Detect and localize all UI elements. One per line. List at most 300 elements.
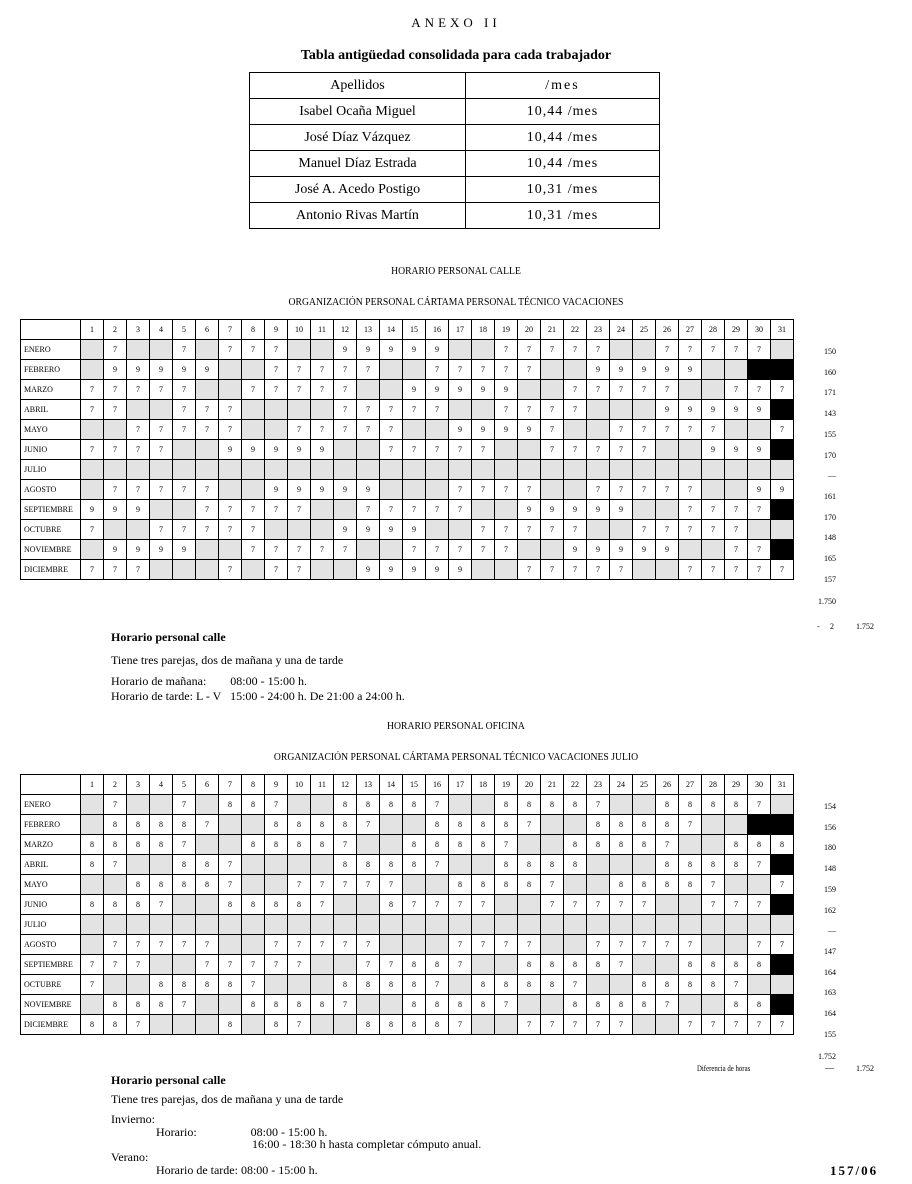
- day-cell: 8: [656, 975, 679, 995]
- day-cell: 8: [679, 855, 702, 875]
- day-cell: [771, 440, 794, 460]
- day-cell: 7: [81, 560, 104, 580]
- day-cell: 7: [219, 520, 242, 540]
- office-sum-total: 1.752: [818, 1052, 836, 1061]
- day-cell: [564, 360, 587, 380]
- day-number: 5: [173, 775, 196, 795]
- day-cell: [311, 560, 334, 580]
- day-cell: 7: [150, 935, 173, 955]
- month-total: 164: [824, 1009, 836, 1018]
- day-cell: 7: [725, 975, 748, 995]
- day-cell: [541, 360, 564, 380]
- day-cell: 7: [265, 380, 288, 400]
- day-cell: 9: [357, 340, 380, 360]
- month-row: [21, 360, 794, 380]
- month-total: 143: [824, 409, 836, 419]
- day-cell: 7: [656, 480, 679, 500]
- day-cell: 9: [288, 440, 311, 460]
- day-cell: [679, 895, 702, 915]
- day-cell: [288, 400, 311, 420]
- month-name: ENERO: [21, 795, 81, 815]
- day-cell: [587, 420, 610, 440]
- day-cell: 8: [104, 895, 127, 915]
- day-cell: 7: [564, 380, 587, 400]
- day-cell: 7: [495, 995, 518, 1015]
- day-cell: 7: [357, 935, 380, 955]
- street-note-line: Horario de tarde: L - V 15:00 - 24:00 h. De 21:00 a 24:00 h.: [111, 689, 405, 703]
- day-cell: 8: [403, 955, 426, 975]
- day-cell: [196, 995, 219, 1015]
- day-cell: 7: [150, 380, 173, 400]
- day-cell: [610, 340, 633, 360]
- day-cell: [633, 915, 656, 935]
- day-cell: 9: [403, 520, 426, 540]
- day-cell: [242, 935, 265, 955]
- day-cell: [403, 815, 426, 835]
- day-cell: 7: [679, 935, 702, 955]
- day-cell: 7: [288, 500, 311, 520]
- day-cell: 8: [242, 895, 265, 915]
- table-row: [250, 125, 660, 151]
- day-cell: 8: [426, 835, 449, 855]
- month-name: ABRIL: [21, 855, 81, 875]
- day-cell: 7: [196, 400, 219, 420]
- day-cell: [242, 1015, 265, 1035]
- day-cell: 7: [426, 540, 449, 560]
- day-cell: [380, 915, 403, 935]
- street-note-heading: Horario personal calle: [111, 630, 226, 644]
- day-cell: [633, 500, 656, 520]
- day-cell: 7: [357, 815, 380, 835]
- day-cell: 8: [127, 875, 150, 895]
- day-cell: [495, 440, 518, 460]
- day-cell: 7: [449, 500, 472, 520]
- day-cell: 7: [242, 520, 265, 540]
- day-cell: 7: [449, 360, 472, 380]
- day-cell: [311, 795, 334, 815]
- day-cell: [679, 460, 702, 480]
- day-cell: [449, 795, 472, 815]
- month-name: JUNIO: [21, 895, 81, 915]
- day-cell: 7: [541, 520, 564, 540]
- seniority-table-title: Tabla antigüedad consolidada para cada trabajador: [300, 48, 612, 63]
- day-cell: 8: [242, 795, 265, 815]
- day-cell: 9: [702, 440, 725, 460]
- day-cell: 8: [127, 995, 150, 1015]
- day-cell: [656, 440, 679, 460]
- day-cell: [679, 380, 702, 400]
- day-cell: 7: [265, 560, 288, 580]
- day-cell: 9: [403, 380, 426, 400]
- day-cell: 7: [518, 1015, 541, 1035]
- day-cell: 7: [587, 1015, 610, 1035]
- day-cell: 7: [610, 955, 633, 975]
- day-cell: 8: [656, 795, 679, 815]
- day-cell: [81, 915, 104, 935]
- month-row: [21, 420, 794, 440]
- day-cell: 7: [311, 420, 334, 440]
- month-name: SEPTIEMBRE: [21, 955, 81, 975]
- day-cell: [495, 895, 518, 915]
- day-cell: 8: [357, 975, 380, 995]
- day-cell: 7: [633, 440, 656, 460]
- day-cell: 8: [150, 875, 173, 895]
- day-cell: [81, 540, 104, 560]
- day-cell: 9: [334, 480, 357, 500]
- office-subheading: ORGANIZACIÓN PERSONAL CÁRTAMA PERSONAL TÉCNICO VACACIONES JULIO: [273, 751, 639, 763]
- day-cell: [334, 915, 357, 935]
- seniority-table: [249, 72, 660, 229]
- day-number: 30: [748, 320, 771, 340]
- day-cell: [472, 955, 495, 975]
- page-number: 157/06: [830, 1163, 879, 1178]
- day-cell: 9: [725, 440, 748, 460]
- month-total: 163: [824, 988, 836, 998]
- day-cell: 9: [173, 360, 196, 380]
- day-cell: 7: [679, 560, 702, 580]
- street-note-line: Tiene tres parejas, dos de mañana y una de tarde: [111, 653, 344, 667]
- day-cell: [219, 480, 242, 500]
- day-cell: 7: [219, 855, 242, 875]
- day-cell: 9: [610, 540, 633, 560]
- day-cell: [150, 795, 173, 815]
- month-name: AGOSTO: [21, 935, 81, 955]
- annex-title: ANEXO II: [411, 15, 501, 30]
- day-cell: [748, 975, 771, 995]
- day-cell: [242, 560, 265, 580]
- worker-name: José A. Acedo Postigo: [250, 177, 466, 203]
- month-total: 161: [824, 491, 836, 501]
- day-cell: 8: [426, 1015, 449, 1035]
- day-cell: 7: [334, 420, 357, 440]
- day-number: 23: [587, 320, 610, 340]
- day-number: 26: [656, 320, 679, 340]
- month-row: [21, 500, 794, 520]
- day-cell: 7: [403, 895, 426, 915]
- day-cell: [771, 895, 794, 915]
- day-cell: [633, 795, 656, 815]
- day-cell: 7: [81, 440, 104, 460]
- day-cell: [81, 460, 104, 480]
- day-cell: 7: [288, 875, 311, 895]
- month-name: MARZO: [21, 835, 81, 855]
- day-cell: [380, 460, 403, 480]
- day-cell: [725, 935, 748, 955]
- day-cell: [403, 360, 426, 380]
- day-cell: 8: [633, 975, 656, 995]
- day-cell: [104, 875, 127, 895]
- day-cell: [242, 400, 265, 420]
- day-cell: 7: [288, 420, 311, 440]
- day-cell: 8: [633, 875, 656, 895]
- day-cell: 8: [449, 875, 472, 895]
- day-cell: [196, 460, 219, 480]
- day-cell: 7: [679, 340, 702, 360]
- day-cell: 8: [587, 835, 610, 855]
- worker-amount: 10,44 /mes: [466, 151, 660, 177]
- day-cell: [357, 995, 380, 1015]
- day-cell: 9: [564, 540, 587, 560]
- day-cell: 7: [380, 420, 403, 440]
- day-cell: [610, 520, 633, 540]
- day-cell: 9: [656, 360, 679, 380]
- day-cell: 8: [357, 795, 380, 815]
- day-cell: 9: [656, 400, 679, 420]
- day-cell: [495, 460, 518, 480]
- month-row: [21, 915, 794, 935]
- day-cell: 9: [150, 360, 173, 380]
- day-cell: 9: [449, 420, 472, 440]
- day-cell: 7: [656, 380, 679, 400]
- day-cell: 9: [127, 540, 150, 560]
- day-cell: 7: [357, 400, 380, 420]
- day-cell: 7: [127, 380, 150, 400]
- day-cell: 7: [656, 995, 679, 1015]
- day-cell: 7: [564, 440, 587, 460]
- day-cell: [495, 1015, 518, 1035]
- day-cell: 7: [587, 380, 610, 400]
- worker-amount: 10,31 /mes: [466, 203, 660, 229]
- day-cell: 8: [150, 835, 173, 855]
- day-cell: 7: [380, 955, 403, 975]
- month-total: 160: [824, 367, 836, 377]
- day-cell: 9: [196, 360, 219, 380]
- month-row: [21, 995, 794, 1015]
- day-cell: 7: [541, 440, 564, 460]
- day-cell: [748, 875, 771, 895]
- day-cell: 8: [702, 855, 725, 875]
- month-name: MAYO: [21, 420, 81, 440]
- day-cell: [150, 1015, 173, 1035]
- day-cell: 7: [219, 955, 242, 975]
- day-cell: 8: [748, 835, 771, 855]
- day-cell: 7: [587, 935, 610, 955]
- day-cell: 9: [495, 380, 518, 400]
- day-cell: 8: [725, 955, 748, 975]
- day-cell: 7: [748, 855, 771, 875]
- day-cell: [173, 560, 196, 580]
- day-cell: 7: [334, 400, 357, 420]
- day-cell: [311, 340, 334, 360]
- day-cell: 7: [771, 560, 794, 580]
- day-cell: [265, 915, 288, 935]
- day-cell: [771, 795, 794, 815]
- day-number: 6: [196, 320, 219, 340]
- day-cell: 8: [449, 815, 472, 835]
- day-cell: [679, 540, 702, 560]
- day-cell: [150, 460, 173, 480]
- day-cell: 7: [449, 1015, 472, 1035]
- day-cell: 8: [403, 855, 426, 875]
- day-cell: 7: [196, 500, 219, 520]
- day-cell: 7: [633, 520, 656, 540]
- day-cell: [357, 460, 380, 480]
- day-cell: [127, 855, 150, 875]
- day-cell: [679, 835, 702, 855]
- day-cell: [403, 460, 426, 480]
- day-cell: 7: [104, 340, 127, 360]
- day-cell: 7: [380, 500, 403, 520]
- day-cell: 7: [265, 955, 288, 975]
- day-cell: 8: [150, 995, 173, 1015]
- month-name: JUNIO: [21, 440, 81, 460]
- day-cell: [771, 540, 794, 560]
- day-cell: [518, 440, 541, 460]
- day-cell: 8: [219, 975, 242, 995]
- day-cell: [541, 815, 564, 835]
- day-cell: 7: [541, 560, 564, 580]
- day-number: 31: [771, 320, 794, 340]
- day-number: 1: [81, 775, 104, 795]
- day-cell: 9: [380, 520, 403, 540]
- day-cell: [495, 560, 518, 580]
- day-cell: [518, 835, 541, 855]
- month-total: 147: [824, 946, 836, 956]
- day-cell: 7: [771, 875, 794, 895]
- day-cell: 7: [495, 400, 518, 420]
- day-cell: [771, 460, 794, 480]
- day-cell: 7: [81, 955, 104, 975]
- day-cell: 7: [173, 520, 196, 540]
- day-cell: 7: [127, 420, 150, 440]
- day-cell: [288, 460, 311, 480]
- day-cell: [357, 380, 380, 400]
- day-cell: 9: [426, 380, 449, 400]
- day-cell: 7: [150, 480, 173, 500]
- day-cell: 7: [380, 875, 403, 895]
- day-cell: [196, 795, 219, 815]
- day-cell: [472, 855, 495, 875]
- day-cell: 8: [610, 995, 633, 1015]
- day-cell: 7: [81, 400, 104, 420]
- day-cell: 7: [679, 500, 702, 520]
- day-cell: 9: [564, 500, 587, 520]
- calendar-header-row: [21, 320, 794, 340]
- day-cell: 7: [104, 795, 127, 815]
- day-cell: [656, 1015, 679, 1035]
- day-cell: 8: [219, 895, 242, 915]
- day-cell: 9: [748, 400, 771, 420]
- day-cell: 8: [564, 835, 587, 855]
- office-note-line: 16:00 - 18:30 h hasta completar cómputo anual.: [111, 1137, 482, 1151]
- day-cell: 7: [702, 875, 725, 895]
- day-cell: 7: [725, 500, 748, 520]
- day-cell: 7: [564, 520, 587, 540]
- day-cell: 9: [426, 340, 449, 360]
- day-cell: [403, 915, 426, 935]
- day-cell: 9: [127, 500, 150, 520]
- day-cell: 9: [449, 560, 472, 580]
- day-cell: 7: [288, 1015, 311, 1035]
- day-cell: [104, 460, 127, 480]
- day-cell: 7: [748, 340, 771, 360]
- day-cell: 7: [518, 560, 541, 580]
- day-cell: [265, 400, 288, 420]
- day-cell: 7: [104, 440, 127, 460]
- month-name: DICIEMBRE: [21, 1015, 81, 1035]
- day-cell: 8: [679, 955, 702, 975]
- day-cell: 8: [265, 1015, 288, 1035]
- office-diff-value: —: [825, 1063, 834, 1073]
- day-cell: 7: [242, 500, 265, 520]
- day-cell: [196, 895, 219, 915]
- day-cell: 8: [564, 855, 587, 875]
- day-cell: [449, 460, 472, 480]
- month-row: [21, 520, 794, 540]
- day-cell: 8: [518, 875, 541, 895]
- day-cell: 7: [610, 420, 633, 440]
- day-cell: [380, 480, 403, 500]
- day-number: 2: [104, 320, 127, 340]
- day-cell: [541, 995, 564, 1015]
- day-cell: 8: [633, 835, 656, 855]
- day-cell: [656, 915, 679, 935]
- day-cell: [449, 400, 472, 420]
- day-cell: [656, 460, 679, 480]
- day-cell: [564, 420, 587, 440]
- day-cell: [449, 340, 472, 360]
- day-cell: [334, 500, 357, 520]
- day-cell: 8: [380, 795, 403, 815]
- day-cell: [610, 400, 633, 420]
- day-cell: [426, 460, 449, 480]
- month-row: [21, 815, 794, 835]
- day-cell: 7: [288, 540, 311, 560]
- day-cell: 7: [403, 500, 426, 520]
- day-cell: [633, 340, 656, 360]
- day-cell: 9: [357, 560, 380, 580]
- day-cell: 7: [748, 895, 771, 915]
- day-cell: [426, 915, 449, 935]
- day-cell: [196, 835, 219, 855]
- day-cell: 9: [104, 360, 127, 380]
- day-cell: 7: [449, 480, 472, 500]
- day-cell: [610, 975, 633, 995]
- day-cell: [334, 460, 357, 480]
- day-cell: [656, 500, 679, 520]
- day-cell: 8: [265, 995, 288, 1015]
- day-cell: [380, 935, 403, 955]
- day-cell: 7: [564, 975, 587, 995]
- office-diff-total: 1.752: [856, 1064, 874, 1073]
- day-cell: 8: [656, 855, 679, 875]
- day-cell: 7: [265, 540, 288, 560]
- day-cell: 8: [472, 875, 495, 895]
- day-cell: 7: [150, 895, 173, 915]
- day-number: 28: [702, 775, 725, 795]
- day-cell: 7: [633, 380, 656, 400]
- street-note-line: Horario de mañana: 08:00 - 15:00 h.: [111, 674, 307, 688]
- month-total: 165: [824, 554, 836, 563]
- day-cell: [725, 915, 748, 935]
- day-cell: 7: [242, 380, 265, 400]
- day-cell: [702, 360, 725, 380]
- day-cell: [219, 815, 242, 835]
- day-cell: [771, 520, 794, 540]
- month-name: JULIO: [21, 915, 81, 935]
- day-cell: [265, 520, 288, 540]
- day-cell: [81, 340, 104, 360]
- day-cell: 7: [104, 855, 127, 875]
- day-cell: [150, 915, 173, 935]
- table-row: [250, 177, 660, 203]
- day-cell: 9: [610, 360, 633, 380]
- day-cell: 7: [265, 360, 288, 380]
- day-cell: [311, 955, 334, 975]
- day-cell: 7: [334, 935, 357, 955]
- day-cell: [702, 915, 725, 935]
- day-cell: 7: [426, 500, 449, 520]
